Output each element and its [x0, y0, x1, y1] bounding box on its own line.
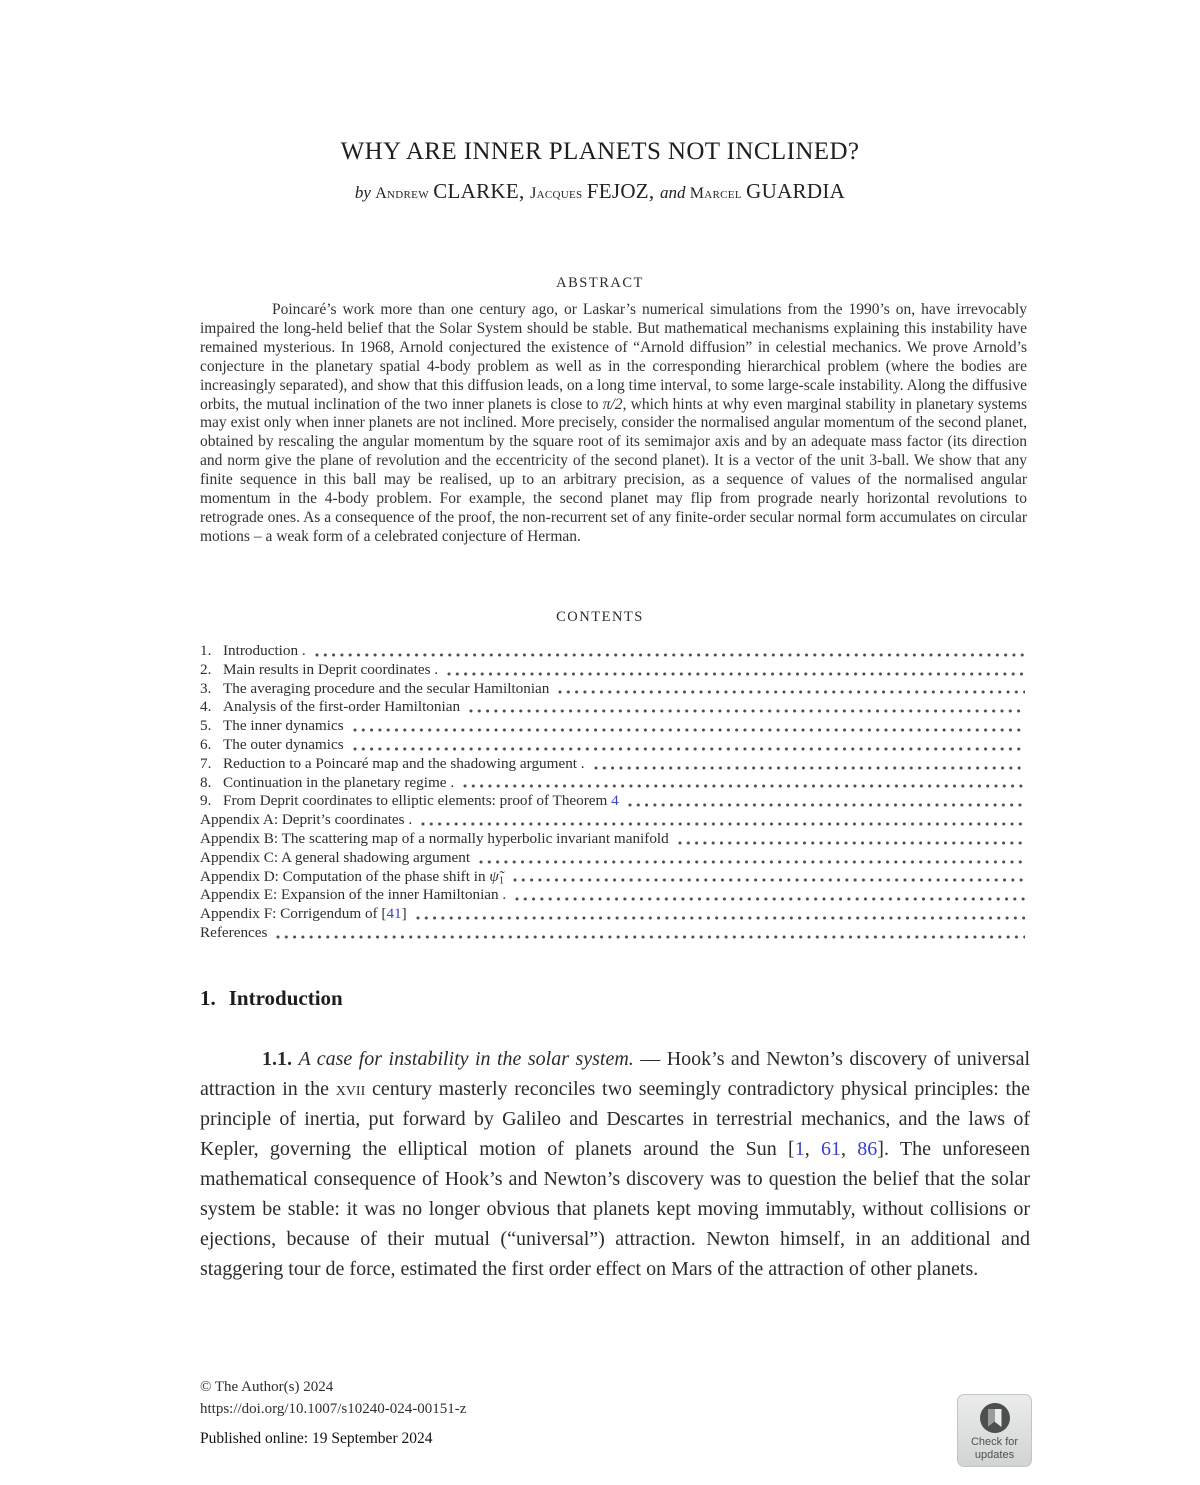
byline — [0, 179, 1200, 204]
dot-leader — [276, 934, 1025, 940]
toc-item-label — [200, 830, 669, 849]
author-surname: CLARKE, — [433, 179, 531, 203]
dot-leader — [416, 915, 1025, 921]
badge-label-line2: updates — [974, 1448, 1015, 1461]
toc-item-label — [223, 642, 306, 661]
toc-item[interactable] — [200, 680, 1027, 699]
toc-item-label — [200, 849, 470, 868]
byline-by: by — [354, 183, 376, 202]
text-segment: The inner dynamics — [223, 717, 344, 735]
dot-leader — [479, 859, 1025, 865]
dot-leader — [513, 877, 1025, 883]
toc-item[interactable] — [200, 905, 1027, 924]
copyright-line: © The Author(s) 2024 — [200, 1379, 334, 1395]
citation-link[interactable]: 1 — [794, 1138, 805, 1160]
toc-item-number: 3. — [200, 679, 212, 697]
toc-item-label — [200, 886, 506, 905]
toc-item[interactable] — [200, 811, 1027, 830]
text-segment: Appendix A: Deprit’s coordinates . — [200, 811, 413, 829]
toc-item[interactable] — [200, 830, 1027, 849]
citation-link[interactable]: 61 — [821, 1138, 841, 1160]
citation-link[interactable]: 41 — [386, 905, 402, 923]
toc-item-number: 8. — [200, 773, 212, 791]
toc-item-label — [223, 680, 549, 699]
toc-item-label — [223, 698, 460, 717]
text-segment: Introduction . — [223, 642, 306, 659]
text-segment: Reduction to a Poincaré map and the shadowing argument . — [223, 754, 585, 772]
author-given: Marcel — [689, 185, 747, 202]
section-title: Introduction — [228, 986, 343, 1010]
text-segment: Continuation in the planetary regime . — [223, 773, 455, 791]
abstract-heading: ABSTRACT — [556, 275, 644, 291]
toc-item-number: 6. — [200, 735, 212, 753]
dot-leader — [353, 746, 1025, 752]
toc-item[interactable] — [200, 717, 1027, 736]
toc-item[interactable] — [200, 868, 1027, 887]
dot-leader — [678, 840, 1025, 846]
toc-item-label — [200, 811, 412, 830]
citation-link[interactable]: 4 — [611, 792, 619, 810]
text-segment: Main results in Deprit coordinates . — [223, 660, 439, 678]
toc-item-label — [223, 717, 344, 736]
text-segment: The outer dynamics — [223, 735, 344, 753]
toc-item-label — [223, 755, 585, 774]
dot-leader — [353, 727, 1025, 733]
toc-item[interactable] — [200, 849, 1027, 868]
text-segment: π/2 — [602, 395, 623, 413]
toc-item[interactable] — [200, 792, 1027, 811]
toc-item[interactable] — [200, 755, 1027, 774]
text-segment: , which hints at why even marginal stability in planetary systems may exist only when inner planets are not inclined. More precisely, consider the normalised angular momentum of the second planet, obtained by rescaling the angular momentum by the square root of its semimajor axis and by an adequate mass factor (its direction and norm give the plane of revolution and the eccentricity of the second planet). It is a vector of the unit 3-ball. We show that any finite sequence in this ball may be realised, up to an arbitrary precision, as a sequence of values of the normalised angular momentum in the 4-body problem. For example, the second planet may flip from prograde nearly horizontal revolutions to retrograde ones. As a consequence of the proof, the non-recurrent set of any finite-order secular normal form accumulates on circular motions – a weak form of a celebrated conjecture of Herman. — [200, 395, 1027, 545]
dot-leader — [469, 708, 1025, 714]
text-segment: century masterly reconciles two seemingly contradictory physical principles: the principle of inertia, put forward by Galileo and Descartes in terrestrial mechanics, and the laws of Kepler, governing the elliptical motion of planets around the Sun [ — [200, 1078, 1030, 1160]
crossmark-bookmark-icon — [980, 1403, 1010, 1433]
section-heading — [200, 986, 343, 1011]
published-line: Published online: 19 September 2024 — [200, 1430, 433, 1447]
text-segment: ]. The unforeseen mathematical consequence of Hook’s and Newton’s discovery was to question the belief that the solar system be stable: it was no longer obvious that planets kept moving immutably, without collisions or ejections, because of their mutual (“universal”) attraction. Newton himself, in an additional and staggering tour de force, estimated the first order effect on Mars of the attraction of other planets. — [200, 1138, 1030, 1280]
paper-title: WHY ARE INNER PLANETS NOT INCLINED? — [340, 138, 860, 165]
text-segment: Appendix C: A general shadowing argument — [200, 848, 471, 866]
text-segment: ] — [401, 905, 407, 923]
subsection-number: 1.1. — [262, 1048, 292, 1070]
author-given: Andrew — [375, 185, 434, 202]
toc-item-label — [200, 924, 267, 943]
toc-item-label — [200, 868, 504, 887]
dot-leader — [447, 671, 1025, 677]
toc-item[interactable] — [200, 661, 1027, 680]
text-segment: , — [804, 1138, 821, 1160]
text-segment: Appendix E: Expansion of the inner Hamiltonian . — [200, 886, 507, 904]
toc-item-number: 1. — [200, 642, 212, 659]
footer — [200, 1377, 466, 1450]
subsection-title: A case for instability in the solar system. — [298, 1048, 634, 1070]
text-segment: References — [200, 923, 268, 941]
title-block — [0, 138, 1200, 204]
text-segment: ψ̃ — [489, 867, 499, 885]
toc-item-number: 7. — [200, 754, 212, 772]
badge-label-line1: Check for — [970, 1436, 1019, 1448]
dot-leader — [315, 652, 1025, 658]
toc-item-number: 9. — [200, 792, 212, 810]
text-segment: 1 — [498, 875, 504, 887]
text-segment: — Hook’s and Newton’s discovery of universal attraction in the — [200, 1048, 1031, 1100]
toc-item[interactable] — [200, 736, 1027, 755]
abstract-text — [200, 301, 1027, 547]
dot-leader — [515, 896, 1025, 902]
toc-item-number: 5. — [200, 717, 212, 735]
contents-heading: CONTENTS — [556, 609, 644, 625]
toc-item-label — [223, 661, 438, 680]
text-segment: , — [841, 1138, 858, 1160]
dot-leader — [628, 802, 1025, 808]
author-surname: GUARDIA — [746, 179, 846, 203]
toc-item-label — [223, 792, 619, 811]
text-segment: Poincaré’s work more than one century ago, or Laskar’s numerical simulations from the 1990’s on, have irrevocably impaired the long-held belief that the Solar System should be stable. But mathematical mechanisms explaining this instability have remained mysterious. In 1968, Arnold conjectured the existence of “Arnold diffusion” in celestial mechanics. We prove Arnold’s conjecture in the planetary spatial 4-body problem as well as in the corresponding hierarchical problem (where the bodies are increasingly separated), and show that this diffusion leads, on a long time interval, to some large-scale instability. Along the diffusive orbits, the mutual inclination of the two inner planets is close to — [200, 301, 1027, 413]
author-surname: FEJOZ, — [586, 179, 661, 203]
toc-item[interactable] — [200, 698, 1027, 717]
dot-leader — [594, 765, 1025, 771]
toc-item-number: 4. — [200, 698, 212, 716]
text-segment: xvii — [335, 1078, 366, 1100]
toc-item-label — [223, 774, 454, 793]
doi-line[interactable]: https://doi.org/10.1007/s10240-024-00151-z — [200, 1400, 467, 1417]
toc-item[interactable] — [200, 642, 1027, 661]
dot-leader — [558, 689, 1025, 695]
check-for-updates-badge[interactable] — [957, 1394, 1032, 1467]
toc-item[interactable] — [200, 924, 1027, 943]
text-segment: The averaging procedure and the secular Hamiltonian — [223, 679, 550, 697]
dot-leader — [421, 821, 1025, 827]
text-segment: From Deprit coordinates to elliptic elements: proof of Theorem — [223, 792, 612, 810]
text-segment: Analysis of the first-order Hamiltonian — [223, 698, 461, 716]
citation-link[interactable]: 86 — [857, 1138, 878, 1160]
section-number: 1. — [200, 986, 216, 1010]
dot-leader — [463, 783, 1025, 789]
author-given: Jacques — [530, 185, 587, 202]
toc-item[interactable] — [200, 886, 1027, 905]
intro-paragraph — [200, 1044, 1030, 1284]
toc-item[interactable] — [200, 774, 1027, 793]
text-segment: Appendix F: Corrigendum of [ — [200, 905, 387, 923]
toc-item-number: 2. — [200, 660, 212, 678]
contents-list — [200, 642, 1027, 943]
toc-item-label — [200, 905, 407, 924]
text-segment: Appendix D: Computation of the phase shift in — [200, 867, 490, 885]
text-segment: Appendix B: The scattering map of a normally hyperbolic invariant manifold — [200, 829, 669, 847]
toc-item-label — [223, 736, 344, 755]
byline-and: and — [660, 183, 690, 202]
